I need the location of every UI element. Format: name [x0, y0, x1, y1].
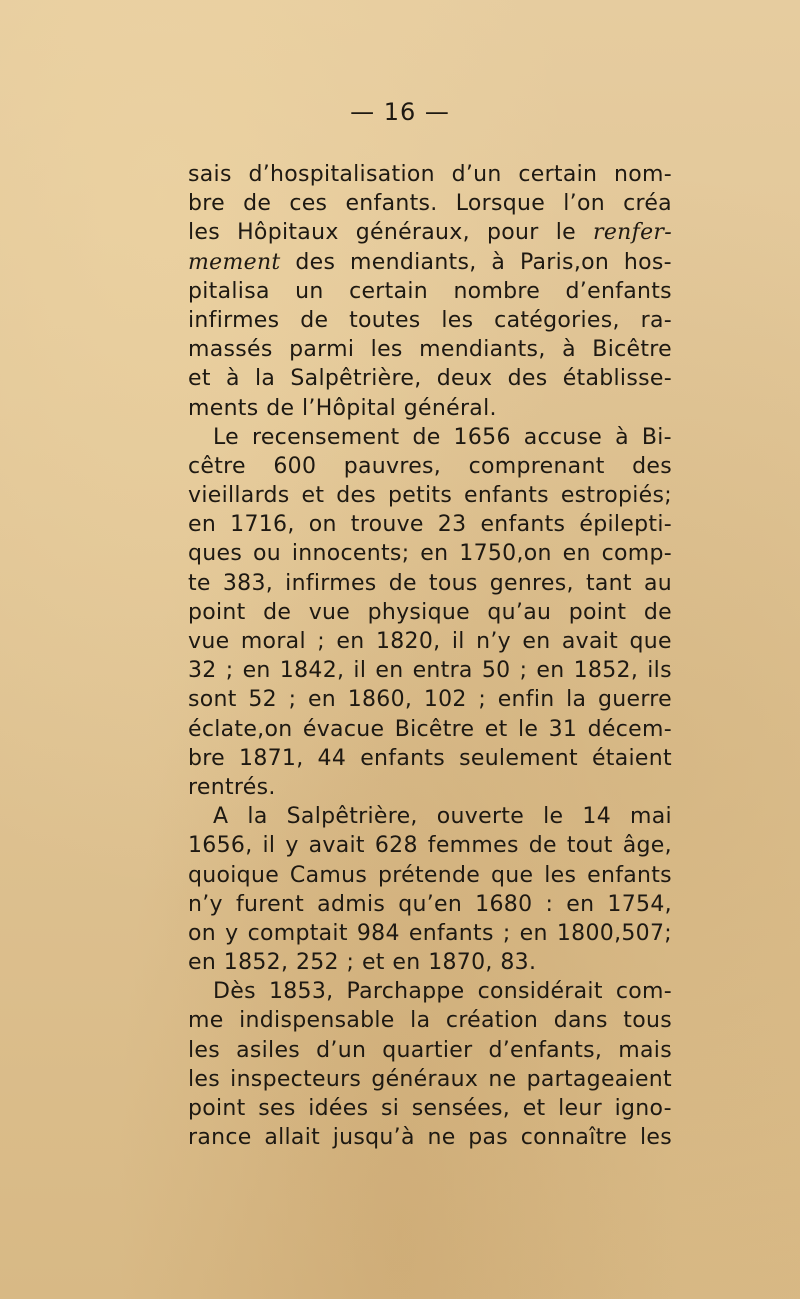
word: enfants [360, 745, 446, 771]
word: de [263, 599, 292, 625]
word: Hôpitaux [237, 220, 339, 246]
word: accuse [523, 424, 603, 450]
word: il [262, 833, 276, 859]
word: 1852, [573, 658, 639, 684]
word: igno- [614, 1096, 672, 1121]
text-line [188, 189, 672, 218]
word: qu’en [398, 891, 463, 917]
text-line [188, 277, 672, 306]
word: que [490, 862, 534, 888]
word: Bicêtre [394, 716, 475, 742]
word: ra- [640, 307, 672, 333]
word: 14 [582, 804, 611, 830]
word: te [188, 570, 211, 596]
text-line [188, 948, 672, 977]
text-line [188, 831, 672, 860]
word: en [188, 950, 217, 976]
word: on [188, 920, 217, 946]
word: les [441, 307, 474, 333]
word: toutes [349, 307, 421, 333]
word: comp- [601, 541, 672, 567]
word: estropiés; [560, 483, 672, 509]
word: moral [240, 629, 306, 654]
word: bre [188, 191, 225, 217]
text-line [188, 364, 672, 393]
page-number: — 16 — [350, 98, 450, 126]
word: ils [647, 658, 672, 684]
word: les [544, 862, 577, 888]
word: Bicêtre [592, 337, 672, 363]
word: genres, [489, 570, 574, 596]
word: ; [225, 658, 234, 684]
word: rentrés. [188, 774, 276, 800]
word: de [388, 570, 417, 596]
word: en [392, 950, 421, 976]
text-line [188, 685, 672, 714]
word: à [225, 366, 240, 392]
word: le [555, 220, 576, 246]
word: ments [188, 395, 259, 421]
word: des [507, 366, 548, 392]
word: ou [252, 541, 281, 567]
word: à [491, 249, 506, 275]
word: les [188, 220, 221, 246]
word: et [484, 716, 508, 742]
word: bre [188, 745, 225, 771]
text-line [188, 1094, 672, 1123]
word: des [295, 249, 336, 275]
word: de [300, 307, 329, 333]
word: le [543, 804, 564, 830]
word: d’enfants [565, 278, 672, 304]
word: sais [188, 162, 232, 187]
word: d’un [316, 1037, 367, 1063]
word: 1870, [428, 950, 493, 976]
word: infirmes [188, 307, 280, 333]
text-line [188, 248, 672, 277]
word: n’y [188, 891, 223, 917]
word: Paris,on [519, 249, 610, 275]
word: évacue [302, 716, 385, 742]
word: A [213, 804, 229, 830]
text-line [188, 802, 672, 831]
word: de [243, 191, 272, 217]
word: vue [188, 629, 230, 654]
word: 1716, [230, 512, 295, 538]
word: tant [585, 570, 632, 596]
word: 50 [481, 658, 511, 684]
word: Salpêtrière, [286, 804, 418, 830]
word: établisse- [562, 366, 672, 392]
word: un [295, 278, 324, 304]
word: certain [349, 278, 429, 304]
word: y [285, 833, 299, 859]
word: hos- [623, 249, 672, 275]
word: au [643, 570, 672, 596]
text-line [188, 715, 672, 744]
word: inspecteurs [230, 1066, 362, 1092]
word: des [336, 483, 377, 509]
word: comprenant [468, 453, 605, 479]
text-line [188, 452, 672, 481]
word: idées [308, 1096, 369, 1121]
word: admis [317, 891, 386, 917]
word: éclate,on [188, 716, 293, 742]
word: jusqu’à [332, 1125, 415, 1151]
word: enfants [587, 862, 672, 888]
word: sont [188, 687, 237, 713]
text-line [188, 335, 672, 364]
word: 1852, [223, 950, 289, 976]
text-line [188, 160, 672, 189]
word: 31 [548, 716, 578, 742]
word: ; [317, 629, 325, 654]
word: épilepti- [579, 512, 672, 538]
word: 23 [437, 512, 467, 538]
word: 52 [248, 687, 277, 713]
word: leur [558, 1096, 602, 1121]
word: pour [486, 220, 539, 246]
word: en [562, 541, 591, 567]
word: 44 [317, 745, 347, 771]
word: d’enfants, [488, 1037, 603, 1063]
word: 1860, [347, 687, 413, 713]
word: de [643, 599, 672, 625]
word: 984 [356, 920, 400, 946]
word: il [451, 629, 465, 654]
word: parmi [289, 337, 355, 363]
word: quoique [188, 862, 280, 888]
word: enfants [480, 512, 566, 538]
word: point [188, 599, 246, 625]
word: de [528, 833, 557, 859]
word: entra [412, 658, 473, 684]
text-line [188, 1123, 672, 1152]
word: seulement [459, 745, 578, 771]
italic-word: mement [188, 249, 281, 275]
word: pauvres, [343, 453, 442, 479]
word: Camus [289, 862, 368, 888]
text-line [188, 977, 672, 1006]
word: vieillards [188, 483, 290, 509]
body-text [188, 160, 672, 1152]
word: 383, [222, 570, 274, 596]
text-line [188, 656, 672, 685]
word: partageaient [526, 1066, 672, 1092]
word: créa [623, 191, 672, 217]
word: d’hospitalisation [248, 162, 435, 187]
italic-word: renfer- [593, 220, 672, 246]
text-line [188, 861, 672, 890]
word: me [188, 1008, 224, 1034]
word: furent [235, 891, 305, 917]
word: trouve [350, 512, 424, 538]
word: 1750,on [459, 541, 552, 567]
word: nombre [453, 278, 541, 304]
text-line [188, 1065, 672, 1094]
word: 83. [500, 950, 537, 976]
word: 1820, [375, 629, 441, 654]
word: que [629, 629, 672, 654]
word: ques [188, 541, 243, 567]
word: mendiants, [419, 337, 546, 363]
text-line [188, 539, 672, 568]
word: connaître [520, 1125, 628, 1151]
word: la [247, 804, 268, 830]
word: enfants. [345, 191, 438, 217]
word: 1871, [239, 745, 304, 771]
word: en [536, 658, 565, 684]
text-line [188, 890, 672, 919]
word: en [188, 512, 217, 538]
word: ne [427, 1125, 456, 1151]
word: 1842, [279, 658, 345, 684]
word: ouverte [436, 804, 525, 830]
word: création [445, 1008, 539, 1034]
word: tout [566, 833, 613, 859]
word: indispensable [239, 1008, 395, 1034]
text-line [188, 394, 672, 423]
word: les [370, 337, 403, 363]
word: de [412, 424, 441, 450]
word: en [307, 687, 337, 713]
word: et [301, 483, 325, 509]
word: d’un [451, 162, 502, 187]
word: ; [519, 658, 528, 684]
text-line [188, 481, 672, 510]
word: en [336, 629, 365, 654]
word: n’y [476, 629, 511, 654]
word: rance [188, 1125, 252, 1151]
word: à [615, 424, 629, 450]
word: vue [308, 599, 351, 625]
word: asiles [236, 1037, 301, 1063]
word: les [639, 1125, 672, 1151]
text-line [188, 569, 672, 598]
word: généraux [371, 1066, 479, 1092]
word: guerre [597, 687, 672, 713]
text-line [188, 306, 672, 335]
word: avait [561, 629, 619, 654]
word: infirmes [285, 570, 377, 596]
word: ; [346, 950, 355, 976]
word: la [255, 366, 276, 392]
word: pitalisa [188, 278, 270, 304]
text-line [188, 1006, 672, 1035]
text-line [188, 773, 672, 802]
word: âge, [622, 833, 672, 859]
word: tous [428, 570, 478, 596]
word: la [566, 687, 587, 713]
word: les [188, 1066, 221, 1092]
word: 600 [273, 453, 317, 479]
word: généraux, [355, 220, 470, 246]
word: point [568, 599, 627, 625]
word: enfants [464, 483, 549, 509]
word: comptait [247, 920, 348, 946]
word: petits [387, 483, 453, 509]
word: Dès [213, 979, 256, 1005]
word: mais [618, 1037, 672, 1063]
word: il [353, 658, 367, 684]
word: quartier [382, 1037, 473, 1063]
word: cêtre [188, 453, 246, 479]
word: 252 [295, 950, 339, 976]
word: 1656 [453, 424, 511, 450]
text-line [188, 218, 672, 247]
word: les [188, 1037, 221, 1063]
word: à [562, 337, 576, 363]
text-line [188, 744, 672, 773]
word: en [566, 891, 595, 917]
word: prétende [378, 862, 481, 888]
text-line [188, 510, 672, 539]
word: ; [288, 687, 297, 713]
word: et [188, 366, 211, 392]
word: 628 [374, 833, 418, 859]
word: étaient [591, 745, 672, 771]
word: et [361, 950, 385, 976]
word: ; [502, 920, 511, 946]
text-line [188, 627, 672, 656]
word: ses [258, 1096, 296, 1121]
word: ne [488, 1066, 517, 1092]
word: mai [630, 804, 672, 830]
word: qu’au [487, 599, 552, 625]
word: nom- [614, 162, 672, 187]
word: en [242, 658, 271, 684]
word: des [632, 453, 672, 479]
word: avait [308, 833, 365, 859]
text-line [188, 598, 672, 627]
word: et [522, 1096, 546, 1121]
word: point [188, 1096, 246, 1121]
word: considérait [477, 979, 603, 1005]
word: dans [553, 1008, 608, 1034]
word: femmes [427, 833, 519, 859]
word: 1656, [188, 833, 253, 859]
word: allait [264, 1125, 321, 1151]
word: en [519, 920, 548, 946]
word: certain [518, 162, 598, 187]
word: décem- [587, 716, 672, 742]
word: l’on [563, 191, 605, 217]
word: 32 [188, 658, 217, 684]
word: Lorsque [455, 191, 546, 217]
word: y [225, 920, 239, 946]
word: ; [478, 687, 487, 713]
word: Le [213, 424, 240, 450]
word: : [545, 891, 554, 917]
word: 1853, [268, 979, 334, 1005]
word: deux [436, 366, 493, 392]
word: on [308, 512, 337, 538]
word: massés [188, 337, 273, 363]
word: en [522, 629, 551, 654]
word: Salpêtrière, [290, 366, 422, 392]
text-line [188, 919, 672, 948]
word: mendiants, [350, 249, 477, 275]
word: général. [403, 395, 497, 421]
word: pas [468, 1125, 509, 1151]
word: l’Hôpital [301, 395, 397, 421]
word: 102 [423, 687, 467, 713]
word: Bi- [641, 424, 672, 450]
word: ces [289, 191, 328, 217]
word: le [517, 716, 539, 742]
word: catégories, [494, 307, 620, 333]
word: en [375, 658, 404, 684]
word: Parchappe [346, 979, 465, 1005]
word: physique [367, 599, 470, 625]
word: en [420, 541, 449, 567]
word: recensement [251, 424, 400, 450]
text-line [188, 1036, 672, 1065]
word: innocents; [291, 541, 410, 567]
word: com- [615, 979, 672, 1005]
word: enfin [497, 687, 555, 713]
word: tous [623, 1008, 672, 1034]
word: enfants [408, 920, 494, 946]
word: si [380, 1096, 400, 1121]
word: 1680 [475, 891, 533, 917]
word: 1754, [607, 891, 672, 917]
word: 1800,507; [556, 920, 672, 946]
word: la [410, 1008, 431, 1034]
word: sensées, [411, 1096, 511, 1121]
text-line [188, 423, 672, 452]
word: de [266, 395, 295, 421]
